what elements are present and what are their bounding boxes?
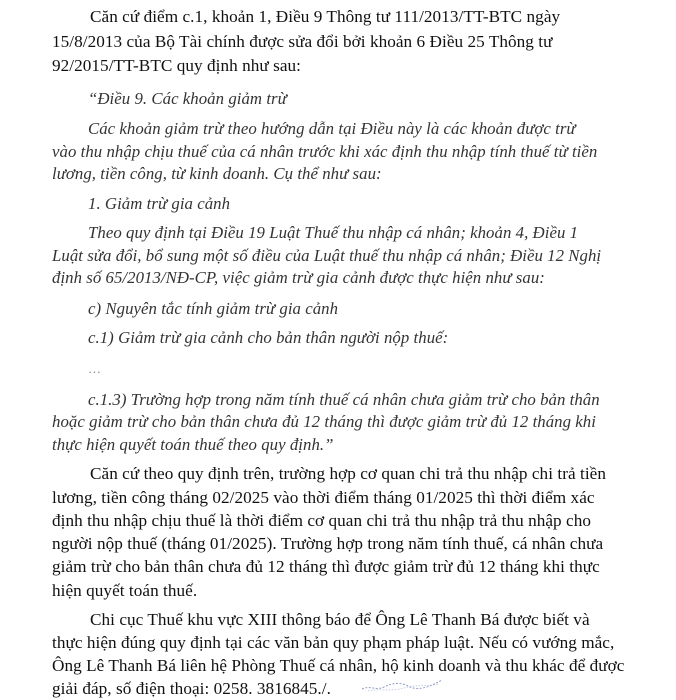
doc-line: hiện quyết toán thuế. — [52, 581, 198, 600]
doc-line: 1. Giảm trừ gia cảnh — [88, 194, 231, 213]
doc-line: Căn cứ điểm c.1, khoản 1, Điều 9 Thông tư 111/2013/TT-BTC ngày — [90, 7, 561, 26]
ellipsis-line: … — [88, 361, 102, 376]
doc-line: Chi cục Thuế khu vực XIII thông báo để Ông Lê Thanh Bá được biết và — [90, 610, 590, 629]
doc-line: c.1) Giảm trừ gia cảnh cho bản thân người nộp thuế: — [88, 328, 449, 347]
doc-line: lương, tiền công tháng 02/2025 vào thời điểm tháng 01/2025 thì thời điểm xác — [52, 488, 595, 507]
doc-line: hoặc giảm trừ cho bản thân chưa đủ 12 tháng thì được giảm trừ đủ 12 tháng khi — [52, 412, 596, 431]
doc-line: c.1.3) Trường hợp trong năm tính thuế cá nhân chưa giảm trừ cho bản thân — [88, 390, 600, 409]
doc-line: thực hiện quyết toán thuế theo quy định.” — [52, 435, 334, 454]
doc-line: Luật sửa đổi, bổ sung một số điều của Luật thuế thu nhập cá nhân; Điều 12 Nghị — [52, 246, 602, 265]
doc-line: thực hiện đúng quy định tại các văn bản quy phạm pháp luật. Nếu có vướng mắc, — [52, 633, 615, 652]
doc-line: định số 65/2013/NĐ-CP, việc giảm trừ gia cảnh được thực hiện như sau: — [52, 268, 545, 287]
doc-line: giải đáp, số điện thoại: 0258. 3816845./. — [52, 679, 331, 698]
doc-line: Căn cứ theo quy định trên, trường hợp cơ quan chi trả thu nhập chi trả tiền — [90, 464, 606, 483]
signature-scribble-icon — [360, 676, 444, 694]
doc-line: Ông Lê Thanh Bá liên hệ Phòng Thuế cá nhân, hộ kinh doanh và thu khác để được — [52, 656, 625, 675]
doc-line: 92/2015/TT-BTC quy định như sau: — [52, 56, 301, 75]
doc-line: giảm trừ cho bản thân chưa đủ 12 tháng thì được giảm trừ đủ 12 tháng khi thực — [52, 557, 600, 576]
doc-line: 15/8/2013 của Bộ Tài chính được sửa đổi bởi khoản 6 Điều 25 Thông tư — [52, 32, 553, 51]
doc-line: Theo quy định tại Điều 19 Luật Thuế thu nhập cá nhân; khoản 4, Điều 1 — [88, 223, 579, 242]
doc-line: Các khoản giảm trừ theo hướng dẫn tại Điều này là các khoản được trừ — [88, 119, 576, 138]
doc-line: c) Nguyên tắc tính giảm trừ gia cảnh — [88, 299, 339, 318]
doc-line: lương, tiền công, từ kinh doanh. Cụ thể như sau: — [52, 164, 382, 183]
doc-line: người nộp thuế (tháng 01/2025). Trường hợp trong năm tính thuế, cá nhân chưa — [52, 534, 604, 553]
doc-line: định thu nhập chịu thuế là thời điểm cơ quan chi trả thu nhập trả thu nhập cho — [52, 511, 592, 530]
doc-line: vào thu nhập chịu thuế của cá nhân trước khi xác định thu nhập tính thuế từ tiền — [52, 142, 598, 161]
doc-line: “Điều 9. Các khoản giảm trừ — [88, 89, 287, 108]
